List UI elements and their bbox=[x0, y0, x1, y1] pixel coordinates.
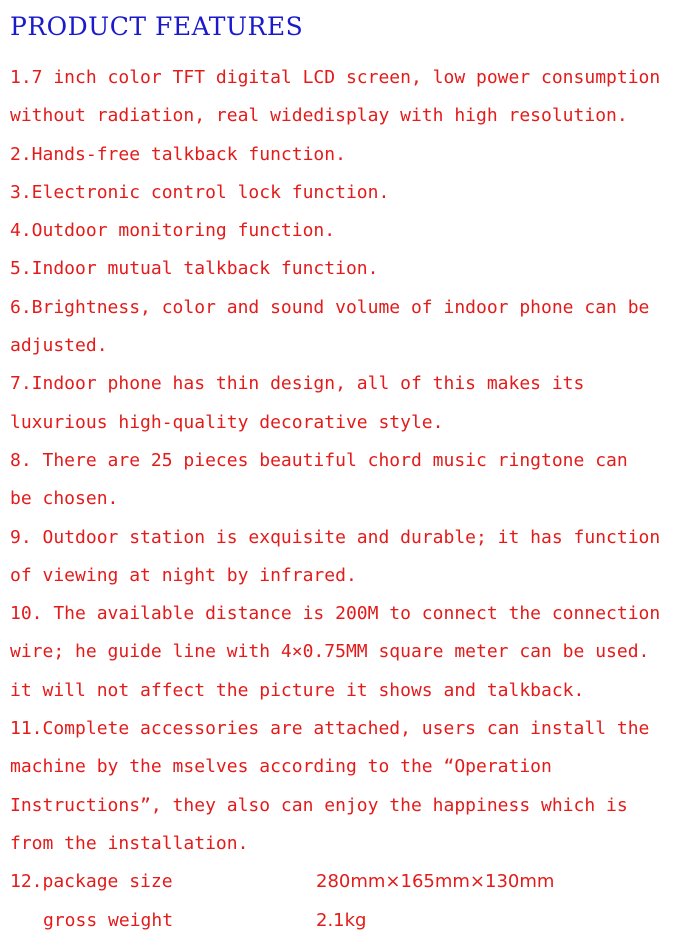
feature-5-line-1: 5.Indoor mutual talkback function. bbox=[10, 258, 379, 280]
feature-9-line-2: of viewing at night by infrared. bbox=[10, 564, 357, 586]
feature-11-line-3: Instructions”, they also can enjoy the happiness which is bbox=[10, 794, 628, 816]
spec-row-weight bbox=[10, 902, 690, 940]
feature-4-line-1: 4.Outdoor monitoring function. bbox=[10, 220, 336, 242]
feature-8-line-1: 8. There are 25 pieces beautiful chord music ringtone can bbox=[10, 449, 628, 471]
feature-2-line-1: 2.Hands-free talkback function. bbox=[10, 143, 346, 165]
package-size-value: 280mm×165mm×130mm bbox=[316, 871, 555, 893]
feature-11-line-4: from the installation. bbox=[10, 832, 249, 854]
feature-item-3 bbox=[10, 174, 690, 212]
feature-11-line-2: machine by the mselves according to the “Operation bbox=[10, 756, 552, 778]
feature-6-line-1: 6.Brightness, color and sound volume of indoor phone can be bbox=[10, 296, 650, 318]
feature-11-line-1: 11.Complete accessories are attached, users can install the bbox=[10, 718, 650, 740]
feature-item-5 bbox=[10, 250, 690, 288]
feature-item-11 bbox=[10, 710, 690, 863]
feature-item-10 bbox=[10, 595, 690, 710]
spec-row-package bbox=[10, 863, 690, 901]
feature-1-line-1: 1.7 inch color TFT digital LCD screen, low power consumption bbox=[10, 67, 661, 88]
feature-3-line-1: 3.Electronic control lock function. bbox=[10, 181, 390, 203]
feature-item-7 bbox=[10, 365, 690, 442]
feature-item-8 bbox=[10, 442, 690, 519]
page-title: PRODUCT FEATURES bbox=[10, 12, 304, 41]
feature-item-6 bbox=[10, 289, 690, 366]
feature-item-9 bbox=[10, 519, 690, 596]
gross-weight-value: 2.1kg bbox=[316, 909, 367, 931]
feature-item-4 bbox=[10, 212, 690, 250]
feature-8-line-2: be chosen. bbox=[10, 488, 119, 510]
feature-10-line-2: wire; he guide line with 4×0.75MM square meter can be used. bbox=[10, 641, 650, 663]
feature-7-line-2: luxurious high-quality decorative style. bbox=[10, 411, 444, 433]
feature-7-line-1: 7.Indoor phone has thin design, all of this makes its bbox=[10, 373, 585, 395]
feature-item-2 bbox=[10, 136, 690, 174]
feature-10-line-1: 10. The available distance is 200M to connect the connection bbox=[10, 603, 661, 625]
feature-list bbox=[10, 59, 690, 940]
feature-9-line-1: 9. Outdoor station is exquisite and durable; it has function bbox=[10, 526, 661, 548]
feature-6-line-2: adjusted. bbox=[10, 335, 108, 357]
gross-weight-label: gross weight bbox=[43, 909, 174, 931]
spec-table bbox=[10, 863, 690, 940]
feature-1-line-2: without radiation, real widedisplay with high resolution. bbox=[10, 105, 628, 127]
feature-10-line-3: it will not affect the picture it shows and talkback. bbox=[10, 679, 585, 701]
package-size-label: 12.package size bbox=[10, 871, 173, 893]
feature-item-1 bbox=[10, 59, 690, 136]
